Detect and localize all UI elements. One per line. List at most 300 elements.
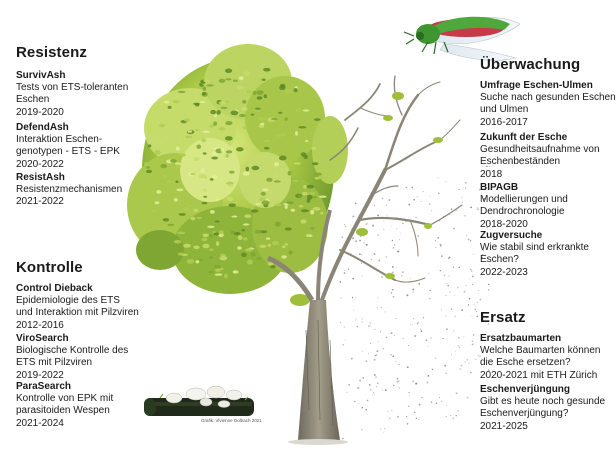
spore-dot [348, 384, 349, 385]
spore-dot [453, 267, 454, 268]
project-date: 2020-2021 mit ETH Zürich [480, 369, 598, 381]
leaf-speck [233, 80, 238, 82]
leaf-speck [234, 232, 241, 235]
spore-dot [423, 317, 424, 318]
leaf-speck [188, 205, 192, 207]
project-name: ResistAsh [16, 172, 65, 183]
leaf-speck [166, 180, 172, 183]
leaf-speck [319, 196, 327, 198]
spore-dot [441, 309, 442, 310]
leaf-speck [264, 94, 267, 98]
project-line: parasitoiden Wespen [16, 405, 110, 417]
leaf-speck [266, 238, 270, 240]
leaf-speck [144, 162, 149, 166]
leaf-speck [255, 230, 262, 234]
leaf-speck [216, 241, 220, 246]
project-line: Eschen? [480, 254, 519, 266]
spore-dot [468, 304, 469, 305]
spore-dot [387, 411, 388, 412]
leaf-speck [196, 217, 202, 219]
spore-dot [365, 360, 367, 362]
spore-dot [421, 330, 423, 332]
spore-dot [395, 318, 396, 319]
spore-dot [342, 237, 343, 238]
spore-dot [370, 343, 371, 344]
spore-dot [383, 220, 384, 221]
spore-dot [406, 187, 407, 188]
leaf-speck [289, 250, 293, 254]
spore-dot [395, 361, 396, 362]
spore-dot [374, 253, 376, 255]
spore-dot [429, 298, 430, 299]
spore-dot [385, 311, 386, 312]
leaf-speck [178, 91, 186, 93]
leaf-speck [242, 229, 246, 231]
leaf-speck [201, 138, 206, 142]
spore-dot [471, 315, 472, 316]
leaf-speck [243, 237, 247, 241]
leaf-speck [298, 195, 302, 197]
leaf-speck [237, 246, 241, 249]
leaf-speck [219, 79, 226, 83]
leaf-speck [185, 136, 193, 139]
spore-dot [367, 223, 368, 224]
leaf-speck [180, 153, 186, 156]
spore-dot [447, 283, 448, 284]
spore-dot [386, 205, 387, 206]
leaf-speck [294, 88, 298, 92]
project-eschenverjuengung [480, 384, 605, 433]
spore-dot [367, 400, 369, 402]
spore-dot [383, 432, 384, 433]
leaf-speck [302, 192, 308, 195]
project-name: Zugversuche [480, 230, 543, 241]
spore-dot [412, 291, 414, 293]
leaf-speck [291, 209, 296, 212]
spore-dot [392, 289, 394, 291]
leaf-speck [285, 117, 288, 120]
leaf-speck [148, 144, 151, 147]
leaf-speck [263, 68, 270, 72]
project-name: Zukunft der Esche [480, 132, 568, 143]
project-name: DefendAsh [16, 122, 69, 133]
spore-dot [375, 354, 377, 356]
leaf-speck [274, 180, 281, 182]
leaf-speck [295, 131, 298, 135]
spore-dot [466, 359, 468, 361]
spore-dot [444, 275, 446, 277]
spore-dot [451, 208, 453, 210]
spore-dot [368, 353, 369, 354]
leaf-speck [178, 253, 185, 256]
leaf-speck [310, 210, 314, 215]
spore-dot [458, 345, 460, 347]
tree-crown-healthy [127, 44, 348, 294]
spore-dot [472, 341, 473, 342]
spore-dot [380, 331, 381, 332]
leaf-speck [216, 110, 221, 115]
leaf-speck [231, 216, 237, 218]
spore-dot [457, 287, 459, 289]
spore-dot [455, 351, 456, 352]
spore-dot [359, 240, 361, 242]
leaf-speck [313, 196, 317, 198]
leaf-speck [285, 227, 292, 230]
spore-dot [354, 401, 355, 402]
spore-dot [390, 354, 392, 356]
leaf-speck [216, 199, 219, 202]
spore-dot [447, 285, 449, 287]
project-line: Dendrochronologie [480, 206, 565, 218]
leaf-speck [214, 265, 221, 269]
spore-dot [362, 275, 363, 276]
leaf-speck [194, 83, 199, 86]
leaf-speck [314, 173, 322, 176]
spore-dot [369, 384, 371, 386]
project-line: Gibt es heute noch gesunde [480, 396, 606, 408]
spore-dot [397, 251, 399, 253]
spore-dot [429, 290, 430, 291]
leaf-speck [270, 265, 276, 268]
leaf-speck [251, 252, 256, 257]
spore-dot [472, 276, 474, 278]
spore-dot [477, 209, 478, 210]
spore-dot [441, 255, 443, 257]
leaf-speck [203, 234, 209, 238]
spore-dot [406, 416, 407, 417]
project-name: Ersatzbaumarten [480, 333, 562, 344]
spore-dot [460, 365, 462, 367]
project-line: Biologische Kontrolle des [16, 345, 129, 357]
spore-dot [377, 307, 378, 308]
project-line: Gesundheitsaufnahme von [480, 144, 600, 156]
leaf-speck [261, 192, 266, 196]
spore-dot [378, 341, 379, 342]
spore-dot [436, 402, 438, 404]
spore-dot [370, 322, 371, 323]
spore-dot [371, 259, 372, 260]
project-name: ParaSearch [16, 381, 72, 392]
spore-dot [467, 397, 469, 399]
spore-dot [345, 340, 346, 341]
spore-dot [418, 322, 419, 323]
spore-dot [429, 203, 431, 205]
leaf-speck [212, 175, 217, 179]
project-survivash [16, 70, 128, 119]
spore-dot [383, 348, 384, 349]
leaf-speck [266, 178, 272, 182]
spore-dot [345, 226, 346, 227]
leaf-speck [307, 192, 315, 195]
leaf-speck [236, 86, 244, 90]
leaf-speck [299, 205, 303, 207]
spore-dot [413, 380, 414, 381]
leaf-speck [243, 126, 248, 129]
project-date: 2021-2022 [16, 196, 64, 208]
spore-dot [476, 316, 478, 318]
leaf-speck [214, 233, 220, 236]
leaf-speck [199, 83, 202, 85]
spore-dot [407, 423, 409, 425]
spore-dot [392, 247, 394, 249]
spore-dot [391, 332, 393, 334]
project-line: Welche Baumarten können [480, 345, 601, 357]
spore-dot [402, 271, 403, 272]
tree-branches-bare [322, 76, 462, 300]
project-line: Interaktion Eschen- [16, 134, 103, 146]
leaf-speck [313, 207, 321, 211]
project-date: 2012-2016 [16, 319, 64, 331]
spore-dot [459, 368, 461, 370]
spore-dot [462, 202, 463, 203]
spore-dot [413, 318, 414, 319]
leaf-speck [239, 114, 246, 117]
spore-dot [452, 417, 454, 419]
project-ersatzbaumarten [480, 333, 600, 382]
leaf-speck [196, 260, 200, 263]
spore-dot [446, 316, 447, 317]
project-line: Eschen [16, 94, 50, 106]
section-title-kontrolle: Kontrolle [16, 259, 83, 276]
leaf-speck [255, 110, 261, 112]
spore-dot [386, 256, 387, 257]
leaf-speck [154, 150, 160, 155]
spore-dot [391, 410, 392, 411]
leaf-speck [303, 109, 310, 111]
spore-dot [426, 382, 428, 384]
spore-dot [469, 363, 470, 364]
spore-dot [448, 258, 449, 259]
leaf-speck [310, 227, 314, 230]
project-virosearch [16, 333, 128, 382]
leaf-speck [172, 100, 179, 103]
leaf-speck [284, 89, 292, 93]
spore-dot [393, 385, 394, 386]
project-zugversuche [480, 230, 589, 279]
project-parasearch [16, 381, 113, 430]
project-date: 2021-2025 [480, 420, 528, 432]
leaf-speck [256, 90, 263, 95]
spore-dot [374, 374, 376, 376]
spore-dot [428, 346, 429, 347]
leaf-speck [163, 218, 169, 221]
leaf-speck [202, 92, 206, 95]
leaf-speck [253, 91, 257, 95]
spore-dot [457, 410, 458, 411]
project-line: Kontrolle von EPK mit [16, 393, 114, 405]
spore-dot [446, 416, 447, 417]
spore-dot [355, 240, 357, 242]
spore-dot [388, 199, 390, 201]
leaf-speck [231, 111, 239, 116]
leaf-speck [268, 191, 272, 195]
spore-dot [416, 418, 417, 419]
spore-dot [450, 292, 451, 293]
leaf-speck [203, 80, 210, 83]
spore-dot [465, 285, 466, 286]
spore-dot [366, 244, 368, 246]
leaf-speck [226, 150, 233, 153]
project-date: 2016-2017 [480, 116, 528, 128]
leaf-speck [176, 147, 180, 151]
leaf-speck [225, 121, 232, 125]
spore-dot [408, 204, 410, 206]
project-defendash [16, 122, 120, 171]
project-date: 2018 [480, 168, 503, 180]
spore-dot [397, 416, 399, 418]
spore-dot [417, 235, 419, 237]
leaf-speck [176, 180, 179, 183]
leaf-speck [164, 101, 170, 104]
spore-dot [362, 377, 364, 379]
spore-dot [453, 228, 455, 230]
project-line: Wie stabil sind erkrankte [480, 242, 589, 254]
leaf-speck [183, 244, 191, 248]
spore-dot [453, 330, 454, 331]
spore-dot [374, 329, 375, 330]
leaf-speck [164, 175, 168, 178]
spore-dot [355, 320, 356, 321]
spore-dot [468, 239, 470, 241]
project-line: Suche nach gesunden Eschen [480, 92, 616, 104]
leaf-speck [224, 274, 228, 279]
dead-log-with-fungi-icon [144, 386, 254, 416]
spore-dot [440, 244, 441, 245]
leaf-speck [252, 166, 260, 170]
spore-dot [344, 270, 345, 271]
leaf-speck [307, 185, 314, 189]
leaf-speck [239, 76, 244, 80]
spore-dot [340, 297, 341, 298]
spore-dot [470, 269, 472, 271]
spore-dot [470, 207, 472, 209]
spore-dot [339, 281, 341, 283]
spore-dot [450, 415, 451, 416]
leaf-speck [194, 209, 199, 212]
project-line: und Ulmen [480, 104, 529, 116]
spore-dot [445, 295, 446, 296]
spore-dot [472, 343, 474, 345]
leaf-speck [281, 255, 287, 258]
leaf-speck [314, 118, 320, 121]
spore-dot [461, 309, 463, 311]
leaf-speck [307, 195, 313, 200]
spore-dot [402, 223, 404, 225]
leaf-speck [279, 156, 287, 161]
section-title-ersatz: Ersatz [480, 309, 526, 326]
spore-dot [478, 355, 479, 356]
leaf-speck [188, 130, 193, 132]
spore-dot [415, 383, 417, 385]
spore-dot [370, 325, 371, 326]
leaf-speck [215, 273, 223, 275]
spore-dot [417, 323, 419, 325]
spore-dot [399, 387, 400, 388]
spore-dot [463, 336, 464, 337]
project-name: ViroSearch [16, 333, 69, 344]
leaf-speck [206, 84, 214, 86]
leaf-speck [312, 162, 318, 165]
spore-dot [408, 345, 409, 346]
project-zukunft-der-esche [480, 132, 600, 181]
spore-dot [397, 381, 399, 383]
spore-dot [344, 272, 346, 274]
leaf-speck [228, 184, 233, 187]
leaf-speck [201, 168, 205, 173]
spore-dot [362, 351, 363, 352]
leaf-speck [264, 147, 269, 150]
spore-dot [366, 409, 368, 411]
leaf-speck [273, 173, 278, 178]
spore-dot [374, 205, 375, 206]
spore-dot [357, 247, 358, 248]
project-line: Resistenzmechanismen [16, 184, 123, 196]
spore-dot [445, 373, 447, 375]
spore-dot [358, 214, 359, 215]
leaf-speck [278, 112, 282, 114]
leaf-speck [303, 185, 307, 189]
project-line: Epidemiologie des ETS [16, 295, 120, 307]
leaf-speck [178, 139, 182, 142]
spore-dot [362, 318, 363, 319]
spore-dot [441, 401, 443, 403]
leaf-speck [210, 210, 215, 214]
leaf-speck [208, 271, 214, 273]
project-line: die Esche ersetzen? [480, 357, 571, 369]
project-name: Eschenverjüngung [480, 384, 571, 395]
leaf-speck [282, 246, 286, 249]
spore-dot [473, 254, 474, 255]
leaf-speck [187, 259, 195, 264]
spore-dot [414, 412, 415, 413]
spore-dot [474, 309, 476, 311]
illustration-credit: Grafik: Vivienne Dolbach 2021 [201, 418, 262, 423]
leaf-speck [210, 178, 214, 181]
leaf-speck [256, 203, 261, 205]
leaf-speck [293, 180, 299, 182]
spore-dot [488, 289, 490, 291]
spore-dot [412, 289, 414, 291]
spore-dot [414, 335, 416, 337]
project-date: 2021-2024 [16, 417, 64, 429]
leaf-speck [257, 96, 263, 99]
leaf-speck [231, 231, 235, 234]
spore-dot [361, 254, 362, 255]
leaf-speck [170, 159, 177, 163]
leaf-speck [199, 174, 206, 179]
spore-dot [432, 369, 433, 370]
leaf-speck [233, 270, 239, 273]
project-line: Modellierungen und [480, 194, 568, 206]
spore-dot [344, 326, 345, 327]
leaf-speck [164, 136, 170, 139]
spore-dot [451, 308, 453, 310]
leaf-speck [221, 107, 228, 109]
leaf-speck [155, 201, 160, 204]
spore-dot [446, 405, 447, 406]
spore-dot [382, 198, 384, 200]
spore-dot [421, 201, 422, 202]
spore-dot [381, 307, 382, 308]
spore-dot [358, 403, 359, 404]
spore-dot [376, 386, 377, 387]
spore-dot [380, 429, 381, 430]
section-title-ueberwachung: Überwachung [480, 56, 581, 73]
spore-dot [384, 428, 385, 429]
leaf-speck [243, 171, 250, 176]
leaf-speck [202, 244, 209, 249]
spore-dot [464, 291, 466, 293]
